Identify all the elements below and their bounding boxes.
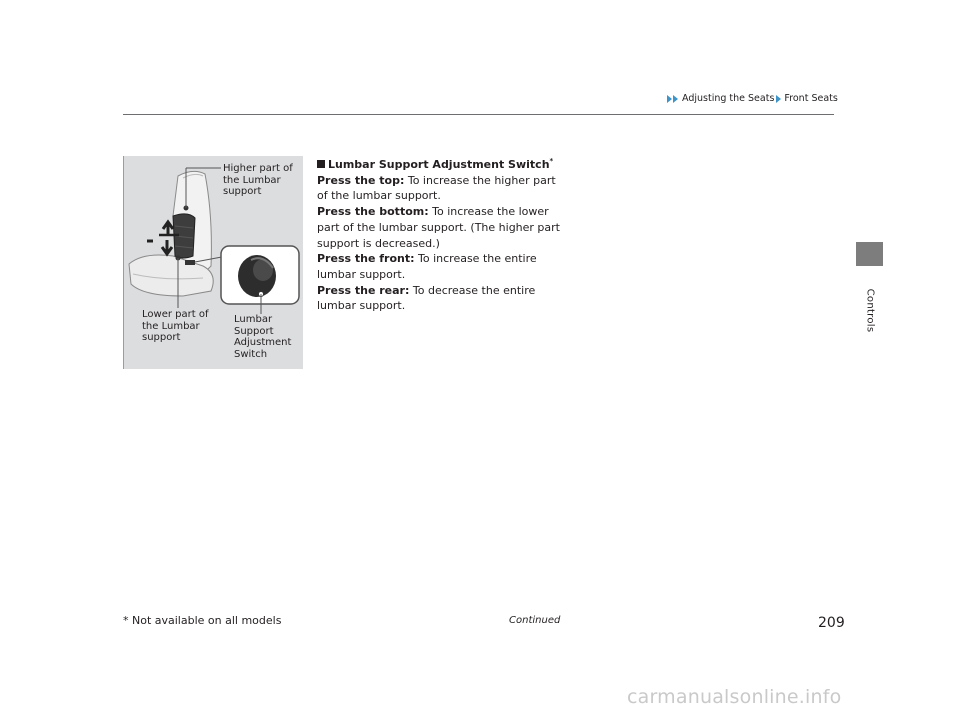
instruction-item: Press the rear: To decrease the entire lumbar support. [317,283,536,313]
instruction-item: Press the front: To increase the entire lumbar support. [317,252,537,281]
section-tab-label[interactable]: Controls [864,288,876,332]
instruction-item: Press the top: To increase the higher part of the lumbar support. [317,173,556,203]
figure-border [123,156,124,369]
page-number: 209 [818,615,845,631]
callout-lumbar-switch: Lumbar Support Adjustment Switch [234,314,292,360]
footnote-marker[interactable]: * [549,157,554,165]
square-bullet-icon [317,160,325,168]
breadcrumb-item[interactable]: Adjusting the Seats [682,93,775,104]
breadcrumb-arrow-icon [667,95,672,103]
section-tab[interactable] [856,242,883,266]
continued-label: Continued [509,615,561,626]
section-title: Lumbar Support Adjustment Switch* [317,154,562,173]
breadcrumb [667,93,837,104]
section-body [317,154,562,314]
footnote: * Not available on all models [123,614,282,627]
header-rule [123,114,834,115]
breadcrumb-item[interactable]: Front Seats [784,93,838,104]
callout-lower-lumbar: Lower part of the Lumbar support [142,309,209,343]
instruction-item: Press the bottom: To increase the lower part of the lumbar support. (The higher part support is decreased.) [317,205,560,250]
watermark: carmanualsonline.info [627,686,842,708]
breadcrumb-arrow-icon [673,95,678,103]
callout-higher-lumbar: Higher part of the Lumbar support [223,163,293,197]
breadcrumb-arrow-icon [776,95,781,103]
